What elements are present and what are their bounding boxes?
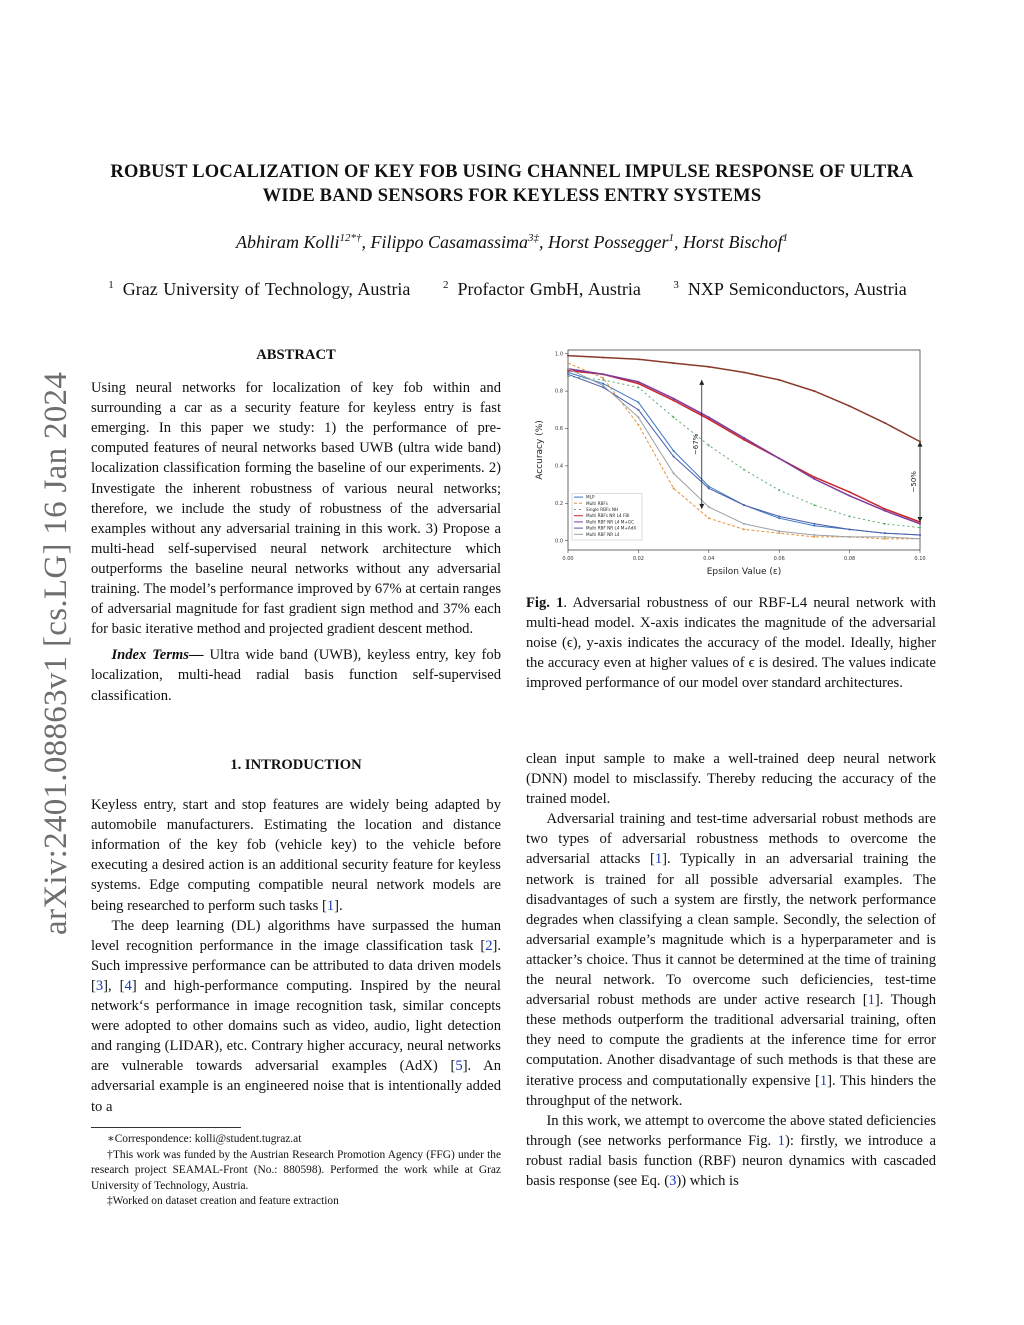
legend-label: Single RBFs NH: [586, 507, 619, 512]
right-paragraph-0: clean input sample to make a well-trained deep neural network (DNN) model to misclassify. Thereby reducing the accuracy of the trained model.: [526, 751, 936, 808]
data-point: [673, 416, 675, 418]
data-point: [743, 437, 745, 439]
body-text: ]. Typically in an adversarial training the network is trained for all possible adversarial examples. The disadvantages of such a system are firstly, the network performance degrades when classifying a clean sample. Secondly, the selection of adversarial example’s magnitude which is a hyperparameter and is attacker’s choice. Thus it cannot be determined at the time of training the neural network. To overcome such deficiencies, test-time adversarial robust methods are under active research [: [526, 851, 936, 1009]
data-point: [708, 487, 710, 489]
citation-link[interactable]: 5: [455, 1058, 463, 1075]
intro-text: ], [: [103, 977, 125, 994]
data-point: [673, 487, 675, 489]
annotation-label: ~50%: [910, 471, 918, 493]
data-point: [567, 375, 569, 377]
data-point: [778, 515, 780, 517]
author-name: Horst Possegger: [548, 232, 669, 252]
author-affil-mark: 12*†: [339, 232, 362, 244]
author-separator: ,: [361, 232, 371, 252]
y-tick-label: 0.4: [555, 463, 563, 470]
intro-text: Keyless entry, start and stop features are widely being adapted by automobile manufacturers. Estimating the location and distance information of the key fob (vehicle key) to the vehicle before executing a desired action is an additional security feature for keyless systems. Edge computing compatible neural network models are being researched to perform such tasks [: [91, 797, 501, 914]
body-text: Adversarial training and test-time adversarial robust methods are two types of adversarial robustness methods to overcome the adversarial attacks [: [526, 811, 936, 868]
index-terms-label: Index Terms—: [111, 647, 204, 664]
data-point: [708, 366, 710, 368]
data-point: [743, 528, 745, 530]
legend-label: Multi RBFs: [586, 500, 608, 506]
legend-label: Multi RBF NR L4: [586, 531, 620, 537]
data-point: [673, 456, 675, 458]
data-point: [778, 457, 780, 459]
data-point: [919, 527, 921, 529]
data-point: [637, 424, 639, 426]
caption-text: . Adversarial robustness of our RBF-L4 neural network with multi-head model. X-axis indicates the magnitude of the adversarial noise (ϵ), y-axis indicates the accuracy of the model. Ideally, higher the accuracy even at higher values of ϵ is desired. The values indicate improved performance of our model over standard architectures.: [526, 595, 936, 692]
affiliation: [108, 279, 419, 299]
author-name: Abhiram Kolli: [235, 232, 340, 252]
intro-paragraph-1: [91, 795, 501, 916]
data-point: [919, 538, 921, 540]
data-point: [813, 478, 815, 480]
data-point: [567, 370, 569, 372]
data-point: [778, 530, 780, 532]
data-point: [673, 362, 675, 364]
data-point: [673, 472, 675, 474]
data-point: [567, 355, 569, 357]
citation-link[interactable]: 1: [654, 851, 663, 868]
data-point: [637, 386, 639, 388]
data-point: [813, 525, 815, 527]
legend-label: Multi RBFs NR L4 FBI: [586, 513, 630, 519]
data-point: [813, 390, 815, 392]
data-point: [849, 528, 851, 530]
introduction-heading: 1. INTRODUCTION: [230, 757, 362, 773]
data-point: [567, 368, 569, 370]
legend-label: Multi RBF NR L4 M+GC: [586, 519, 635, 525]
x-tick-label: 0.08: [844, 556, 856, 562]
data-point: [849, 515, 851, 517]
y-axis-label: Accuracy (%): [535, 420, 545, 480]
author-name: Horst Bischof: [683, 232, 783, 252]
affiliation-mark: 2: [442, 279, 449, 291]
citation-link[interactable]: 1: [326, 897, 335, 914]
intro-text: The deep learning (DL) algorithms have surpassed the human level recognition performance in the image classification task [: [91, 917, 501, 954]
data-point: [602, 356, 604, 358]
affiliation-mark: 1: [108, 279, 114, 291]
data-point: [743, 469, 745, 471]
author-affil-mark: 1: [668, 232, 675, 244]
y-tick-label: 0.2: [555, 500, 563, 507]
data-point: [602, 379, 604, 381]
figure-link[interactable]: 1: [777, 1132, 785, 1149]
data-point: [849, 405, 851, 407]
data-point: [849, 536, 851, 538]
data-point: [813, 534, 815, 536]
intro-paragraph-2: [91, 916, 501, 1117]
data-point: [567, 362, 569, 364]
body-text: ]. Though these methods outperform the traditional adversarial training, often they need to compute the gradients at the inference time for error computation. Another disadvantage of such methods is that these are iterative process and computationally expensive [: [526, 992, 936, 1089]
data-point: [778, 532, 780, 534]
citation-link[interactable]: 3: [95, 977, 104, 994]
affiliation: [673, 279, 915, 299]
affiliation-name: Graz University of Technology, Austria: [122, 279, 411, 299]
data-point: [637, 358, 639, 360]
data-point: [637, 409, 639, 411]
body-text: ): firstly, we introduce a robust radial basis function (RBF) neuron dynamics with cascaded basis response (see Eq. (: [526, 1132, 936, 1189]
data-point: [884, 538, 886, 540]
data-point: [567, 373, 569, 375]
data-point: [708, 416, 710, 418]
author-list: [70, 232, 954, 253]
x-tick-label: 0.06: [773, 556, 785, 562]
data-point: [884, 422, 886, 424]
footnote-funding: †This work was funded by the Austrian Research Promotion Agency (FFG) under the research project SEAMAL-Front (No.: 880598). Performed the work while at Graz University of Technology, Austria.: [91, 1148, 501, 1192]
abstract-text: Using neural networks for localization of key fob within and surrounding a car as a security feature for keyless entry is fast emerging. In this paper we study: 1) the performance of pre-computed features of neural networks based UWB (ultra wide band) localization classification forming the baseline of our experiments. 2) Investigate the inherent robustness of various neural networks; therefore, we include the study of robustness of the adversarial examples without any adversarial training in this work. 3) Propose a multi-head self-supervised neural network architecture which outperforms the baseline neural networks without any adversarial training. The model’s performance improved by 67% at certain ranges of adversarial magnitude for fast gradient sign method and 37% each for basic iterative method and projected gradient descent method.: [91, 380, 501, 638]
data-point: [637, 401, 639, 403]
legend-label: Multi RBF NR L4 M+AdX: [586, 525, 637, 531]
data-point: [813, 504, 815, 506]
affiliation-name: NXP Semiconductors, Austria: [687, 279, 907, 299]
data-point: [884, 536, 886, 538]
author-affil-mark: 3‡: [528, 232, 540, 244]
author-separator: ,: [539, 232, 549, 252]
footnote-contribution: ‡Worked on dataset creation and feature extraction: [106, 1195, 339, 1207]
title-line-1: ROBUST LOCALIZATION OF KEY FOB USING CHANNEL IMPULSE RESPONSE OF ULTRA: [110, 162, 914, 182]
data-point: [743, 371, 745, 373]
citation-link[interactable]: 1: [867, 992, 875, 1009]
citation-link[interactable]: 4: [124, 977, 132, 994]
index-terms-text: Ultra wide band (UWB), keyless entry, key fob localization, multi-head radial basis function self-supervised classification.: [91, 647, 502, 704]
abstract-heading: ABSTRACT: [256, 347, 336, 363]
intro-text: ]. Such impressive performance can be attributed to data driven models [: [91, 937, 501, 994]
y-tick-label: 0.6: [555, 426, 563, 433]
right-column: [526, 749, 936, 1191]
right-paragraph-2: [526, 1111, 936, 1191]
body-text: In this work, we attempt to overcome the above stated deficiencies through (see networks performance Fig.: [526, 1112, 936, 1149]
data-point: [813, 523, 815, 525]
annotation-label: ~67%: [691, 433, 700, 456]
affiliation-mark: 3: [673, 279, 679, 291]
legend-label: MLP: [586, 494, 595, 500]
figure-1: [524, 342, 936, 582]
affiliation-name: Profactor GmbH, Austria: [457, 279, 641, 299]
data-point: [778, 517, 780, 519]
data-point: [884, 523, 886, 525]
data-point: [743, 504, 745, 506]
data-point: [743, 523, 745, 525]
data-point: [884, 532, 886, 534]
data-point: [849, 491, 851, 493]
data-point: [884, 508, 886, 510]
data-point: [602, 377, 604, 379]
right-paragraph-1: [526, 809, 936, 1110]
citation-link[interactable]: 2: [485, 937, 493, 954]
caption-label: Fig. 1: [526, 595, 564, 611]
data-point: [673, 450, 675, 452]
x-tick-label: 0.04: [703, 556, 715, 562]
affiliation: [443, 279, 650, 299]
figure-caption: [526, 593, 936, 693]
arxiv-identifier: arXiv:2401.08863v1 [cs.LG] 16 Jan 2024: [38, 371, 74, 935]
index-terms: [91, 645, 501, 705]
accuracy-vs-epsilon-chart: [524, 342, 936, 582]
author-name: Filippo Casamassima: [370, 232, 529, 252]
intro-text: ].: [334, 897, 343, 914]
data-point: [778, 379, 780, 381]
y-tick-label: 0.0: [555, 538, 563, 545]
y-tick-label: 0.8: [555, 388, 563, 395]
y-tick-label: 1.0: [555, 351, 563, 358]
data-point: [637, 416, 639, 418]
affiliation-list: [70, 279, 954, 300]
data-point: [778, 489, 780, 491]
x-tick-label: 0.10: [914, 556, 926, 562]
data-point: [919, 534, 921, 536]
data-point: [919, 523, 921, 525]
data-point: [849, 495, 851, 497]
body-text: )) which is: [676, 1172, 739, 1189]
title-line-2: WIDE BAND SENSORS FOR KEYLESS ENTRY SYSTEMS: [262, 186, 762, 206]
footnote-rule: [91, 1127, 241, 1128]
data-point: [708, 517, 710, 519]
equation-link[interactable]: 3: [669, 1172, 677, 1189]
data-point: [673, 398, 675, 400]
introduction-section: [91, 755, 501, 1117]
intro-text: ]. An adversarial example is an engineered noise that is intentionally added to a: [91, 1058, 502, 1115]
citation-link[interactable]: 1: [819, 1072, 828, 1089]
author-separator: ,: [674, 232, 684, 252]
data-point: [567, 371, 569, 373]
x-tick-label: 0.02: [632, 556, 644, 562]
data-point: [708, 444, 710, 446]
data-point: [813, 536, 815, 538]
data-point: [602, 385, 604, 387]
data-point: [884, 510, 886, 512]
x-axis-label: Epsilon Value (ε): [706, 567, 782, 577]
paper-title: [70, 160, 954, 208]
data-point: [602, 373, 604, 375]
left-column: [91, 345, 501, 706]
data-point: [708, 506, 710, 508]
intro-text: ] and high-performance computing. Inspired by the neural network‘s performance in image recognition task, similar concepts were adopted to other domains such as video, audio, light detection and ranging (LIDAR), etc. Contrary higher accuracy, neural networks are vulnerable towards adversarial examples (AdX) [: [91, 977, 501, 1075]
author-affil-mark: 1: [782, 232, 789, 244]
footnotes: [91, 1132, 501, 1210]
x-tick-label: 0.00: [562, 556, 574, 562]
body-text: ]. This hinders the throughput of the network.: [526, 1072, 936, 1109]
data-point: [637, 381, 639, 383]
data-point: [602, 383, 604, 385]
footnote-correspondence: ∗Correspondence: kolli@student.tugraz.at: [106, 1133, 302, 1145]
